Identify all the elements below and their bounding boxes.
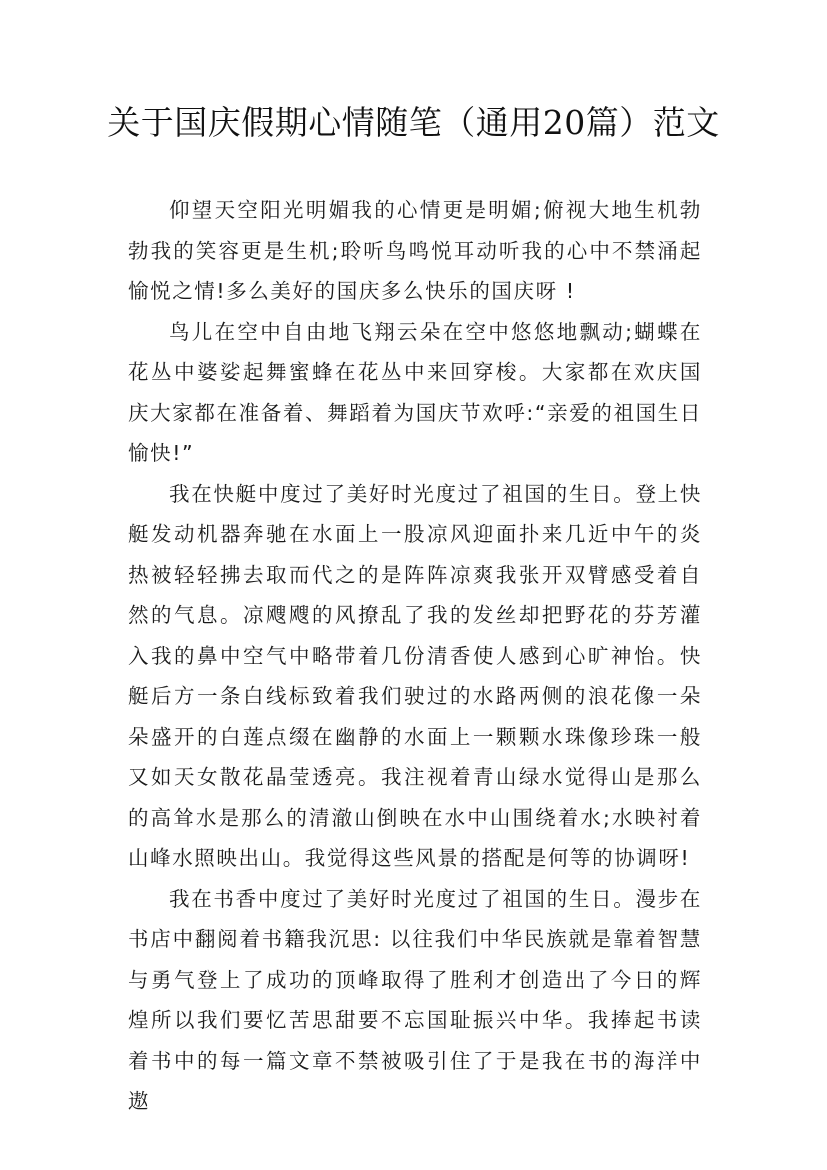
paragraph-1: 仰望天空阳光明媚我的心情更是明媚;俯视大地生机勃勃我的笑容更是生机;聆听鸟鸣悦耳动听我的心中不禁涌起愉悦之情!多么美好的国庆多么快乐的国庆呀 ! (128, 198, 702, 303)
paragraph-3: 我在快艇中度过了美好时光度过了祖国的生日。登上快艇发动机器奔驰在水面上一股凉风迎面扑来几近中午的炎热被轻轻拂去取而代之的是阵阵凉爽我张开双臂感受着自然的气息。凉飕飕的风撩乱了我的发丝却把野花的芬芳灌入我的鼻中空气中略带着几份清香使人感到心旷神怡。快艇后方一条白线标致着我们驶过的水路两侧的浪花像一朵朵盛开的白莲点缀在幽静的水面上一颗颗水珠像珍珠一般又如天女散花晶莹透亮。我注视着青山绿水觉得山是那么的高耸水是那么的清澈山倒映在水中山围绕着水;水映衬着山峰水照映出山。我觉得这些风景的搭配是何等的协调呀! (128, 481, 702, 870)
paragraph-2: 鸟儿在空中自由地飞翔云朵在空中悠悠地飘动;蝴蝶在花丛中婆娑起舞蜜蜂在花丛中来回穿梭。大家都在欢庆国庆大家都在准备着、舞蹈着为国庆节欢呼:“亲爱的祖国生日愉快!” (128, 319, 702, 465)
document-body (128, 190, 702, 1122)
paragraph-4: 我在书香中度过了美好时光度过了祖国的生日。漫步在书店中翻阅着书籍我沉思: 以往我们中华民族就是靠着智慧与勇气登上了成功的顶峰取得了胜利才创造出了今日的辉煌所以我们要忆苦思甜要不忘国耻振兴中华。我捧起书读着书中的每一篇文章不禁被吸引住了于是我在书的海洋中遨 (128, 886, 702, 1113)
page-title: 关于国庆假期心情随笔（通用20篇）范文 (107, 103, 720, 142)
